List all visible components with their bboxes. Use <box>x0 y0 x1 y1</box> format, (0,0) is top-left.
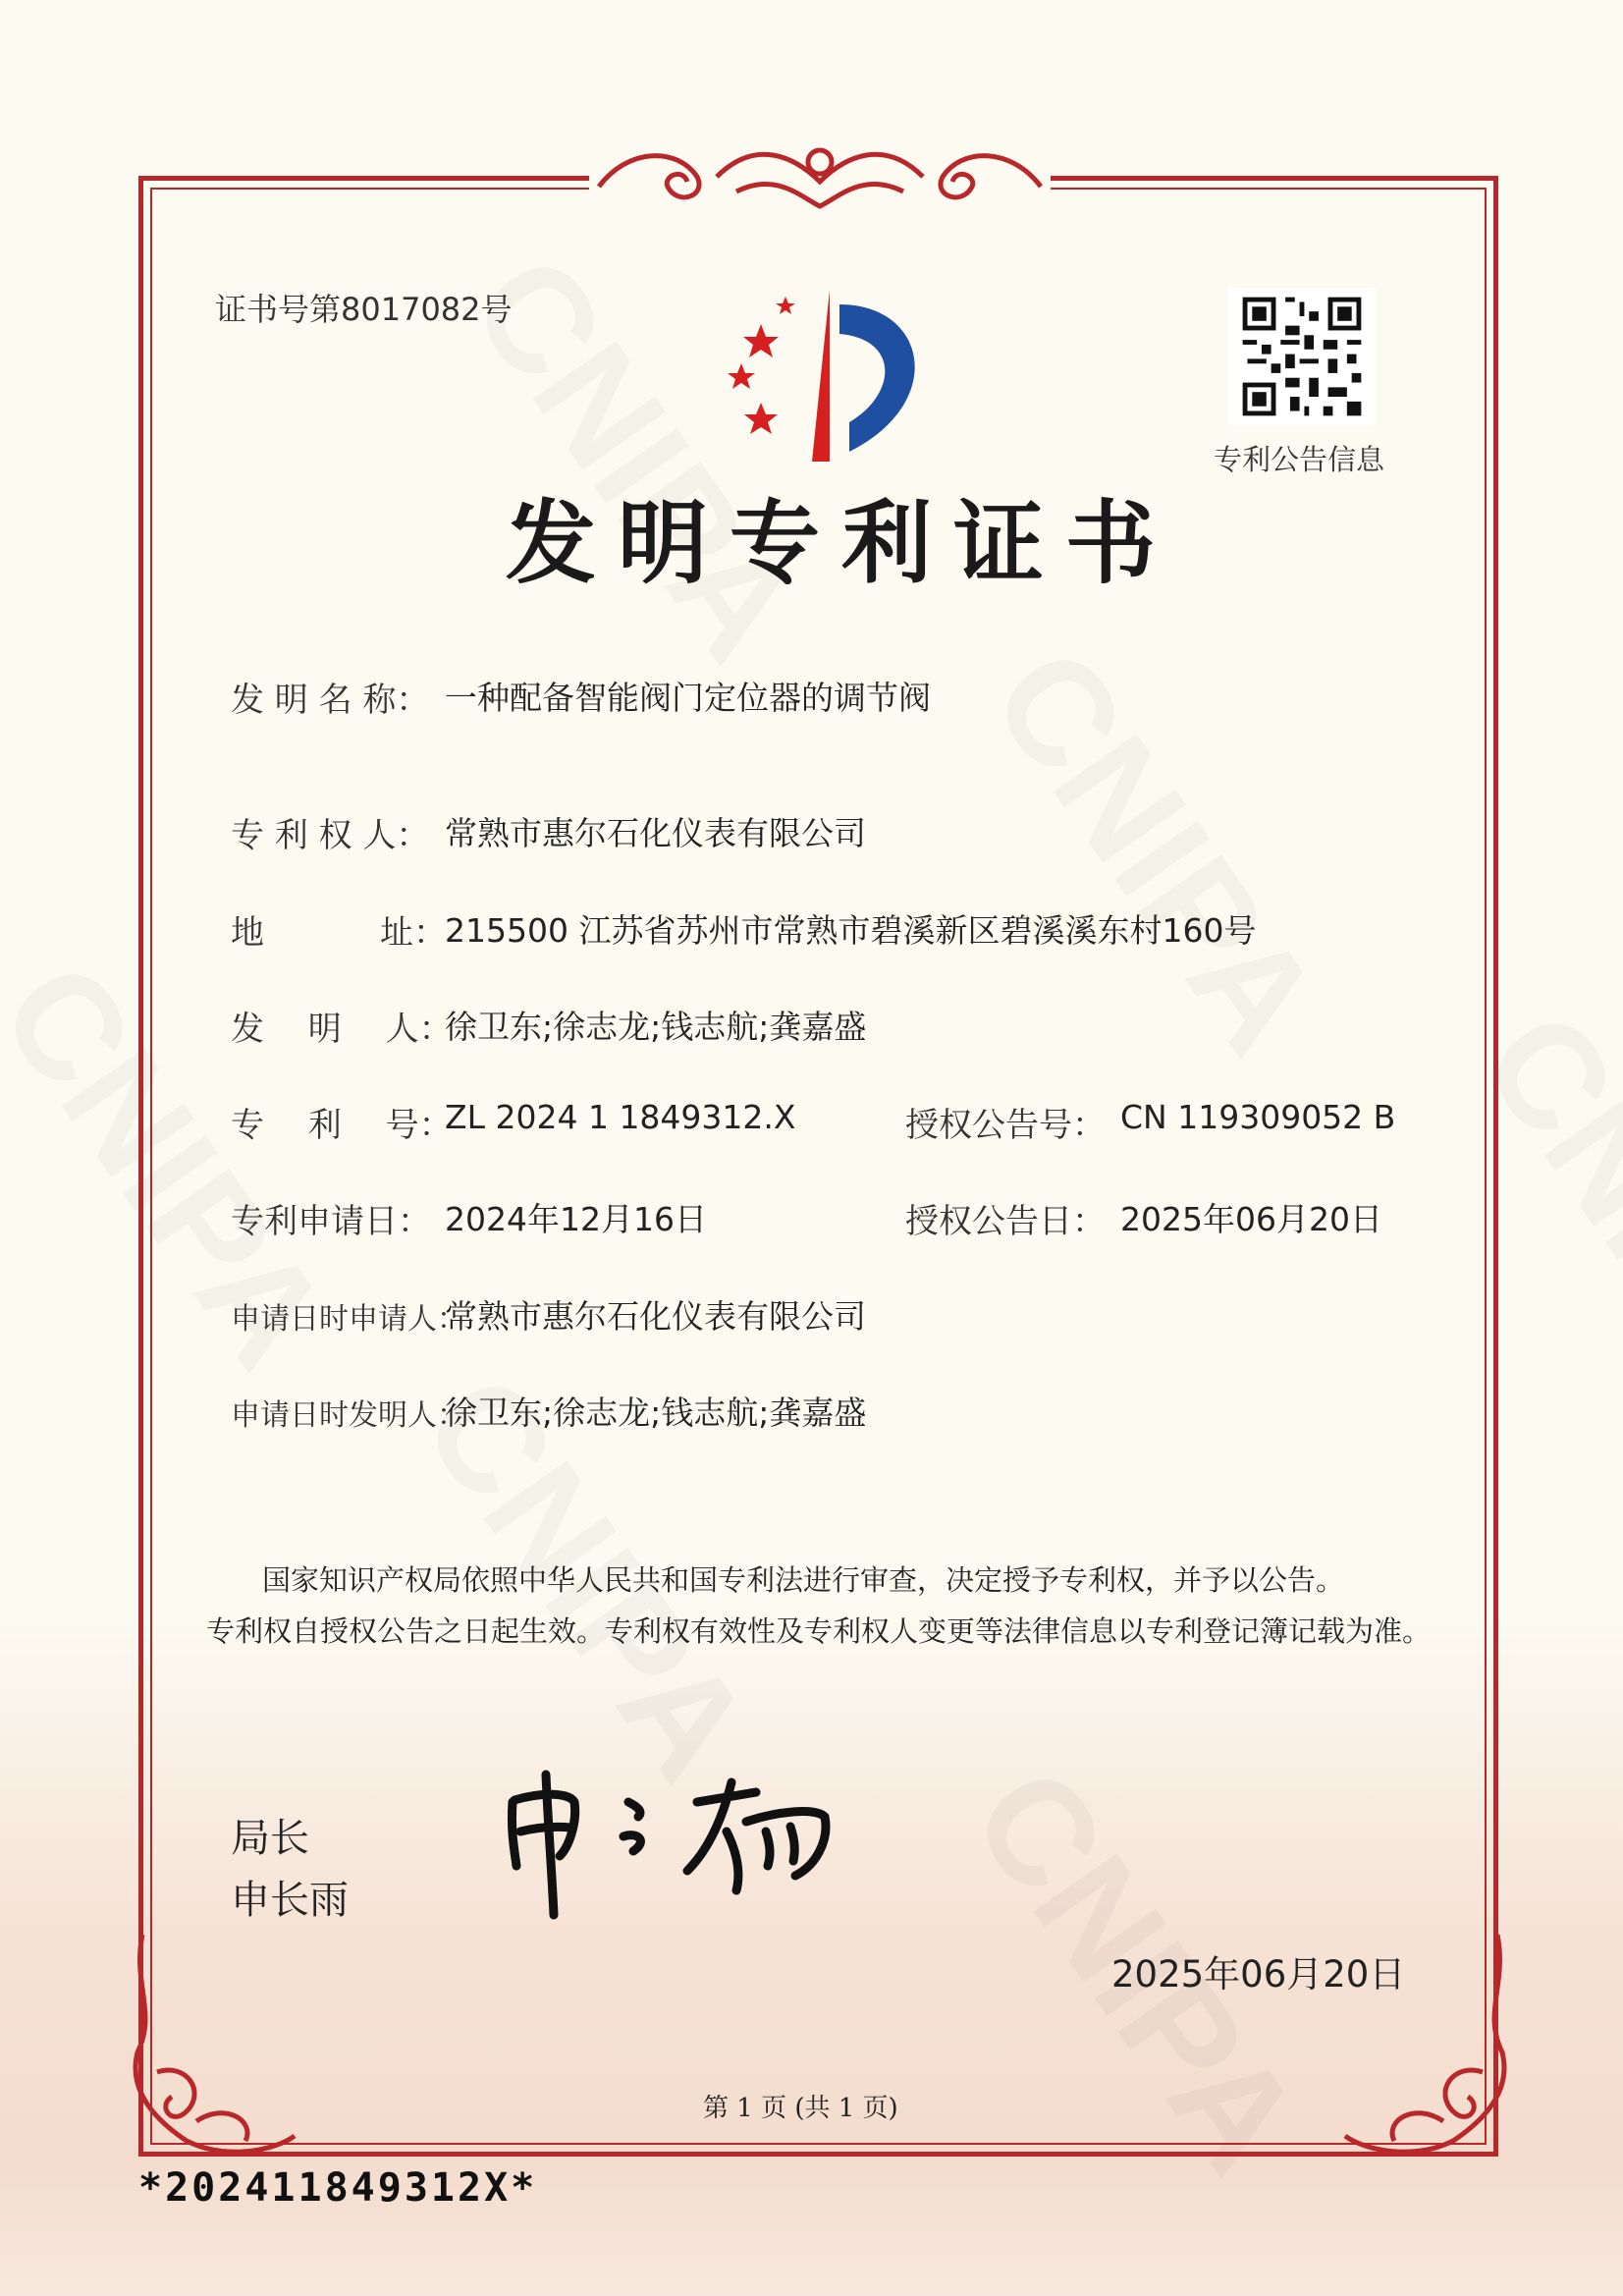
grant-publication-number-value: CN 119309052 B <box>1120 1098 1396 1136</box>
patent-number-value: ZL 2024 1 1849312.X <box>445 1098 796 1136</box>
inventor-label: 发 明 人： <box>231 1010 453 1049</box>
patentee-label: 专 利 权 人： <box>231 816 430 855</box>
qr-code[interactable] <box>1228 288 1376 425</box>
applicant-at-filing-label: 申请日时申请人： <box>231 1302 466 1337</box>
page-info: 第 1 页 (共 1 页) <box>703 2094 898 2123</box>
address-label: 地 <box>231 913 264 953</box>
statement-line-1: 国家知识产权局依照中华人民共和国专利法进行审查，决定授予专利权，并予以公告。 <box>262 1563 1345 1597</box>
applicant-at-filing-value: 常熟市惠尔石化仪表有限公司 <box>445 1297 866 1336</box>
handwritten-signature <box>501 1763 844 1925</box>
corner-ornament-left <box>128 1925 304 2170</box>
address-value: 215500 江苏省苏州市常熟市碧溪新区碧溪溪东村160号 <box>445 911 1257 950</box>
patentee-value: 常熟市惠尔石化仪表有限公司 <box>445 814 866 852</box>
grant-publication-number-label: 授权公告号： <box>905 1106 1106 1145</box>
inventor-value: 徐卫东;徐志龙;钱志航;龚嘉盛 <box>445 1008 867 1046</box>
grant-publication-date-value: 2025年06月20日 <box>1120 1200 1382 1238</box>
barcode-text: *202411849312X* <box>138 2165 538 2211</box>
invention-name-value: 一种配备智能阀门定位器的调节阀 <box>445 679 931 717</box>
inventor-at-filing-label: 申请日时发明人： <box>231 1398 466 1433</box>
grant-publication-date-label: 授权公告日： <box>905 1202 1106 1241</box>
address-label-suffix: 址： <box>380 913 447 953</box>
signatory-role: 局长 <box>231 1816 309 1861</box>
top-ornament <box>589 137 1051 216</box>
qr-label: 专利公告信息 <box>1214 443 1385 476</box>
certificate-number: 证书号第8017082号 <box>215 291 513 328</box>
issue-date: 2025年06月20日 <box>1111 1953 1406 1995</box>
filing-date-label: 专利申请日： <box>231 1202 431 1241</box>
invention-name-label: 发 明 名 称： <box>231 681 430 720</box>
inventor-at-filing-value: 徐卫东;徐志龙;钱志航;龚嘉盛 <box>445 1394 867 1432</box>
patent-number-label: 专 利 号： <box>231 1106 453 1145</box>
signatory-name: 申长雨 <box>231 1878 349 1923</box>
certificate-title: 发明专利证书 <box>506 490 1178 596</box>
statement-line-2: 专利权自授权公告之日起生效。专利权有效性及专利权人变更等法律信息以专利登记簿记载为准。 <box>206 1614 1432 1648</box>
cnipa-logo <box>702 285 938 466</box>
filing-date-value: 2024年12月16日 <box>445 1200 707 1238</box>
